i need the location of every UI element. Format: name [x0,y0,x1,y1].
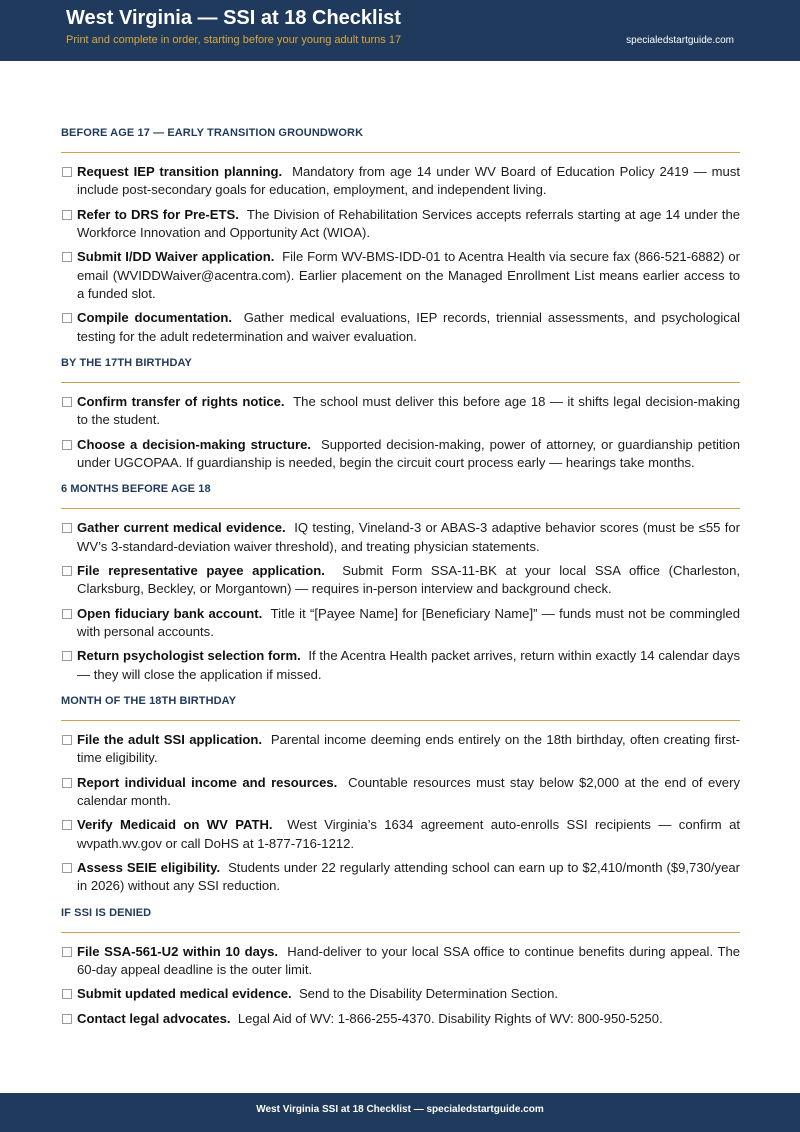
checklist-item [61,206,740,243]
item-text: The Division of Rehabilitation Services accepts referrals starting at age 14 under the Workforce Innovation and Opportunity Act (WIOA). [77,206,741,240]
checkbox[interactable] [62,566,72,576]
section-heading: IF SSI IS DENIED [61,906,152,919]
page-header [0,0,800,61]
checklist-item [61,248,740,303]
checkbox[interactable] [62,252,72,262]
item-title: Gather current medical evidence. [77,520,286,536]
item-title: Compile documentation. [77,310,232,326]
item-text: If the Acentra Health packet arrives, return within exactly 14 calendar days — they will close the application if missed. [77,648,740,682]
page-footer [0,1093,800,1132]
section-heading: 6 MONTHS BEFORE AGE 18 [61,483,211,496]
checkbox[interactable] [62,609,72,619]
site-url: specialedstartguide.com [626,35,734,46]
checkbox[interactable] [62,947,72,957]
checkbox[interactable] [62,440,72,450]
item-title: Open fiduciary bank account. [77,605,263,621]
item-title: File SSA-561-U2 within 10 days. [77,943,279,959]
checkbox[interactable] [62,651,72,661]
item-text: Students under 22 regularly attending school can earn up to $2,410/month ($9,730/year in 2026) without any SSI reduction. [77,859,740,894]
page-subtitle: Print and complete in order, starting before your young adult turns 17 [66,34,402,46]
checklist-item [61,436,740,473]
item-title: Return psychologist selection form. [77,648,301,664]
item-title: Refer to DRS for Pre-ETS. [77,206,239,222]
item-text: Legal Aid of WV: 1-866-255-4370. Disability Rights of WV: 800-950-5250. [237,1010,663,1026]
item-title: Contact legal advocates. [77,1010,231,1026]
checklist-item [61,1010,740,1028]
checklist-item [61,519,740,556]
checkbox[interactable] [62,523,72,533]
item-text: Supported decision-making, power of attorney, or guardianship petition under UGCOPAA. If guardianship is needed, begin the circuit court process early — hearings take months. [77,436,740,470]
section-divider [61,720,740,721]
checkbox[interactable] [62,397,72,407]
checklist-item [61,163,740,200]
section-heading: BY THE 17TH BIRTHDAY [61,356,192,369]
checklist-section [61,126,740,346]
checkbox[interactable] [62,167,72,177]
checklist-item [61,774,740,811]
section-divider [61,508,740,509]
item-text: Title it “[Payee Name] for [Beneficiary Name]” — funds must not be commingled with personal accounts. [77,605,740,639]
section-heading: BEFORE AGE 17 — EARLY TRANSITION GROUNDWORK [61,127,364,139]
checkbox[interactable] [62,735,72,745]
checklist-section [61,482,740,684]
checkbox[interactable] [62,863,72,873]
item-title: Request IEP transition planning. [77,164,283,179]
item-title: Submit I/DD Waiver application. [77,249,275,265]
checklist-section [61,694,740,896]
item-title: Confirm transfer of rights notice. [77,393,285,409]
item-text: Gather medical evaluations, IEP records, triennial assessments, and psychological testing for the adult redetermination and waiver evaluation. [77,310,741,344]
item-text: West Virginia’s 1634 agreement auto-enrolls SSI recipients — confirm at wvpath.wv.gov or call DoHS at 1-877-716-1212. [77,817,740,851]
item-text: IQ testing, Vineland-3 or ABAS-3 adaptive behavior scores (must be ≤55 for WV’s 3-standard-deviation waiver threshold), and treating physician statements. [77,520,740,554]
checklist-item [61,393,740,430]
section-heading: MONTH OF THE 18TH BIRTHDAY [61,694,237,707]
checklist-item [61,562,740,599]
checklist-section [61,356,740,472]
footer-text: West Virginia SSI at 18 Checklist — specialedstartguide.com [256,1104,544,1115]
item-title: File representative payee application. [77,562,325,578]
section-divider [61,932,740,933]
item-title: Assess SEIE eligibility. [77,859,221,875]
checklist-item [61,859,740,896]
checkbox[interactable] [62,989,72,999]
checkbox[interactable] [62,1014,72,1024]
checklist-section [61,906,740,1028]
item-title: Choose a decision-making structure. [77,436,311,452]
checklist-content [61,126,740,1034]
checklist-item [61,731,740,768]
item-text: Send to the Disability Determination Section. [298,986,559,1002]
item-text: Submit Form SSA-11-BK at your local SSA office (Charleston, Clarksburg, Beckley, or Morgantown) — requires in-person interview and background check. [77,562,740,597]
checkbox[interactable] [62,313,72,323]
item-text: Mandatory from age 14 under WV Board of Education Policy 2419 — must include post-secondary goals for education, employment, and independent living. [77,164,741,198]
checkbox[interactable] [62,778,72,788]
item-title: Submit updated medical evidence. [77,986,292,1002]
checklist-item [61,309,740,346]
checkbox[interactable] [62,820,72,830]
item-title: File the adult SSI application. [77,731,263,747]
section-divider [61,152,740,153]
item-title: Verify Medicaid on WV PATH. [77,817,273,833]
item-text: Parental income deeming ends entirely on the 18th birthday, often creating first-time eligibility. [77,731,741,766]
item-text: File Form WV-BMS-IDD-01 to Acentra Health via secure fax (866-521-6882) or email (WVIDDWaiver@acentra.com). Earlier placement on the Managed Enrollment List means earlier access to a funded slot. [77,249,740,301]
checklist-item [61,943,740,980]
checklist-item [61,985,740,1003]
item-text: The school must deliver this before age 18 — it shifts legal decision-making to the student. [77,393,740,428]
checklist-item [61,816,740,853]
item-text: Countable resources must stay below $2,000 at the end of every calendar month. [77,774,740,808]
page-title: West Virginia — SSI at 18 Checklist [66,7,401,29]
item-text: Hand-deliver to your local SSA office to continue benefits during appeal. The 60-day appeal deadline is the outer limit. [77,943,741,977]
checkbox[interactable] [62,210,72,220]
checklist-item [61,605,740,642]
item-title: Report individual income and resources. [77,774,338,790]
checklist-item [61,647,740,684]
section-divider [61,382,740,383]
